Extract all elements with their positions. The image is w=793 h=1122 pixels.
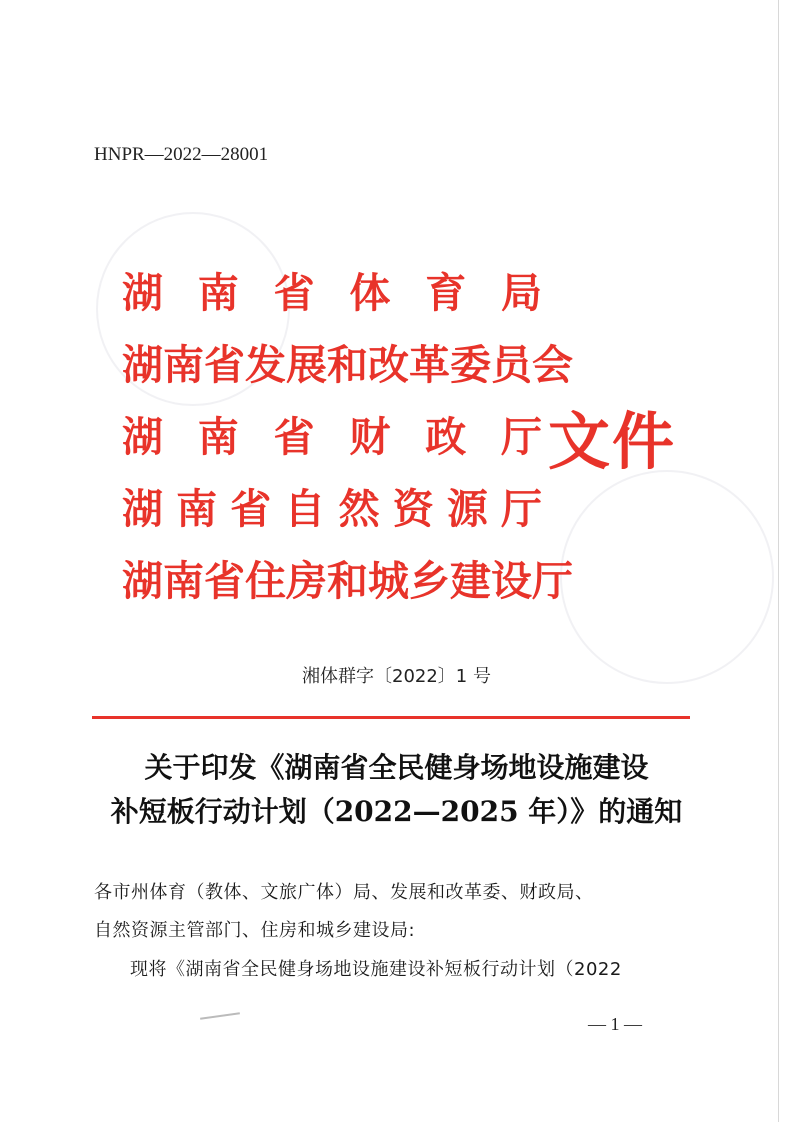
- agency-line-5: 湖 南 省 住 房 和 城 乡 建 设 厅: [122, 556, 573, 605]
- agency-line-2: 湖 南 省 发 展 和 改 革 委 员 会: [122, 340, 573, 389]
- faint-seal-right: [560, 470, 774, 684]
- body-line-3: 现将《湖南省全民健身场地设施建设补短板行动计划（2022: [130, 959, 622, 980]
- body-line-2: 自然资源主管部门、住房和城乡建设局:: [94, 920, 416, 941]
- body-line-1: 各市州体育（教体、文旅广体）局、发展和改革委、财政局、: [94, 882, 594, 903]
- document-code: HNPR—2022—28001: [94, 144, 269, 165]
- title-line-1: 关于印发《湖南省全民健身场地设施建设: [144, 751, 649, 784]
- agency-line-1: 湖 南 省 体 育 局: [122, 268, 542, 317]
- title-line-2: 补短板行动计划（2022—2025 年）》的通知: [110, 795, 683, 828]
- document-number: 湘体群字〔2022〕1 号: [302, 666, 491, 687]
- scan-edge: [778, 0, 779, 1122]
- agency-line-4: 湖 南 省 自 然 资 源 厅: [122, 484, 542, 533]
- page-number: — 1 —: [588, 1014, 642, 1034]
- agency-line-3: 湖 南 省 财 政 厅: [122, 412, 542, 461]
- scan-mark: [200, 1012, 240, 1020]
- wenjian-label: 文件: [548, 405, 677, 478]
- red-divider: [92, 716, 690, 719]
